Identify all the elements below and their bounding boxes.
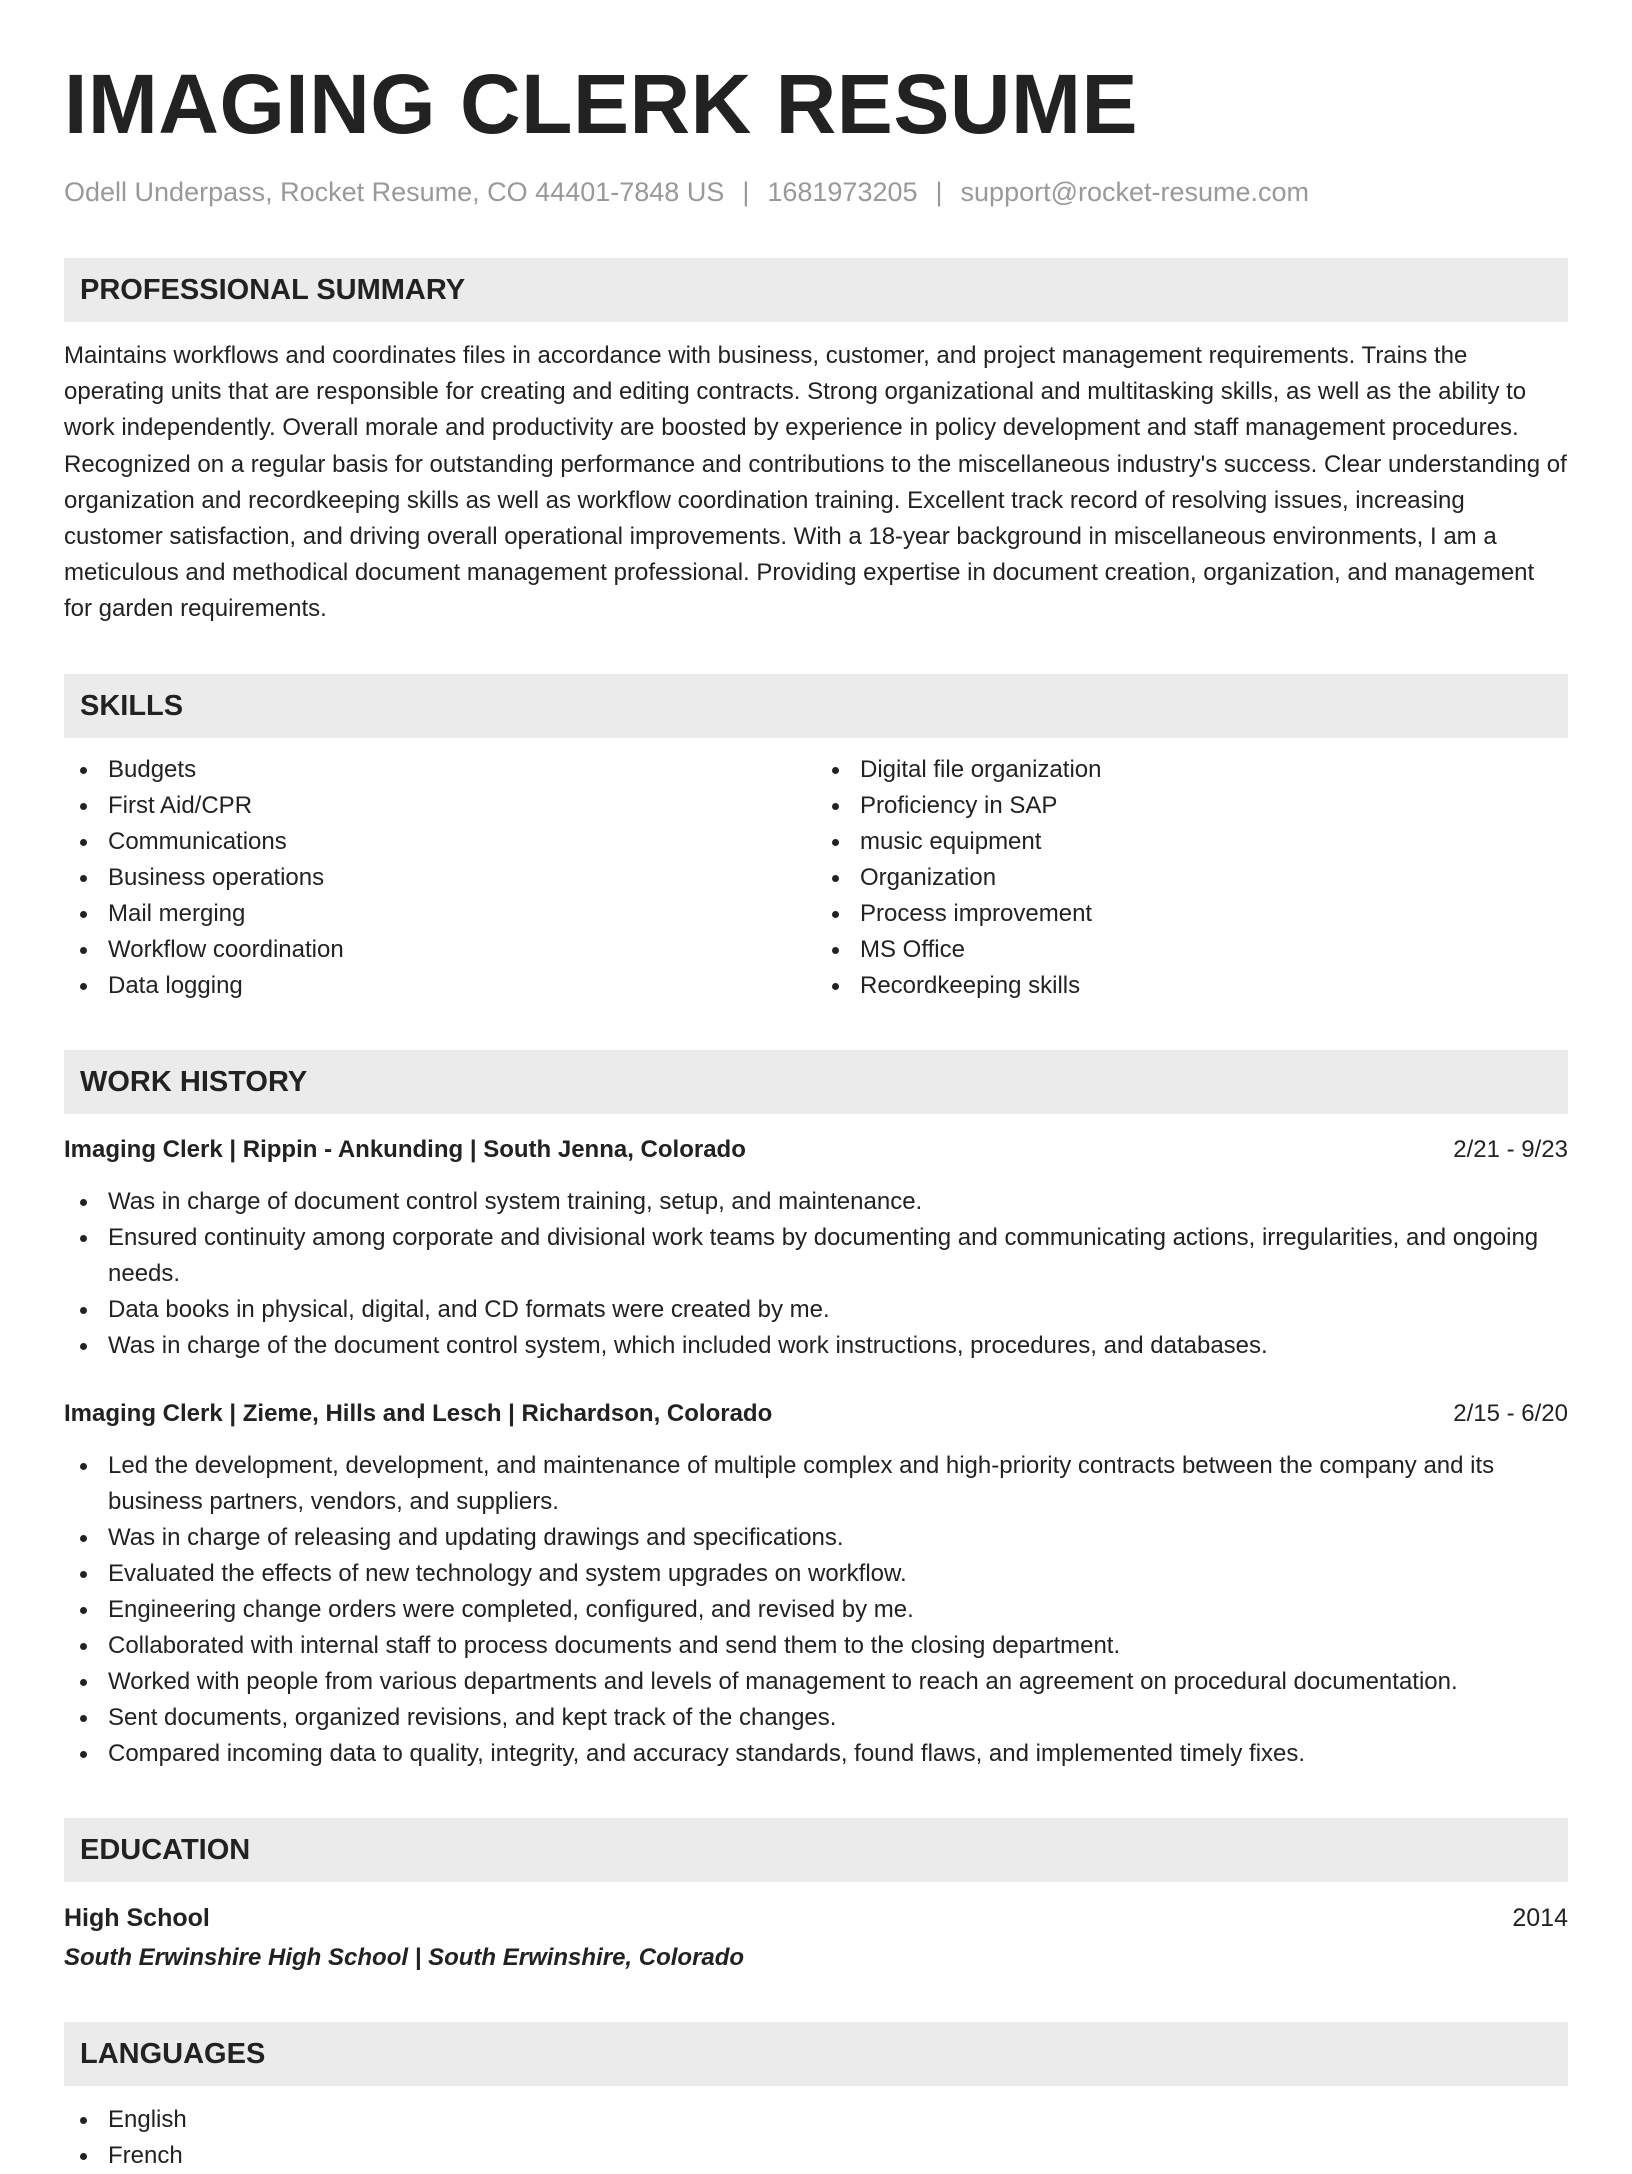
skill-item: Budgets: [64, 752, 816, 788]
skill-item: MS Office: [816, 932, 1568, 968]
skills-column-right: [816, 752, 1568, 1004]
education-degree: High School: [64, 1903, 210, 1932]
skill-item: Data logging: [64, 968, 816, 1004]
skills-column-left: [64, 752, 816, 1004]
skill-item: Business operations: [64, 860, 816, 896]
education-year: 2014: [1512, 1903, 1568, 1932]
job-bullet: Evaluated the effects of new technology and system upgrades on workflow.: [64, 1556, 1568, 1592]
job-bullet: Worked with people from various departments and levels of management to reach an agreement on procedural documentation.: [64, 1664, 1568, 1700]
job-bullet: Was in charge of the document control system, which included work instructions, procedures, and databases.: [64, 1328, 1568, 1364]
language-item: French: [64, 2138, 1568, 2174]
skill-item: Workflow coordination: [64, 932, 816, 968]
skill-item: First Aid/CPR: [64, 788, 816, 824]
job-entry: [64, 1396, 1568, 1772]
skill-item: Organization: [816, 860, 1568, 896]
contact-separator: |: [935, 177, 943, 207]
skill-item: Digital file organization: [816, 752, 1568, 788]
job-bullet: Was in charge of releasing and updating drawings and specifications.: [64, 1520, 1568, 1556]
job-bullet: Compared incoming data to quality, integrity, and accuracy standards, found flaws, and implemented timely fixes.: [64, 1736, 1568, 1772]
section-header-work-history: WORK HISTORY: [64, 1050, 1568, 1114]
job-header: [64, 1396, 1568, 1432]
skill-item: music equipment: [816, 824, 1568, 860]
section-header-skills: SKILLS: [64, 674, 1568, 738]
languages-list: [64, 2102, 1568, 2174]
job-entry: [64, 1132, 1568, 1364]
contact-email: support@rocket-resume.com: [960, 177, 1310, 207]
education-school: South Erwinshire High School | South Erwinshire, Colorado: [64, 1943, 745, 1971]
job-title: Imaging Clerk | Zieme, Hills and Lesch | Richardson, Colorado: [64, 1399, 773, 1427]
job-dates: 2/21 - 9/23: [1453, 1135, 1568, 1163]
summary-text: Maintains workflows and coordinates files in accordance with business, customer, and project management requirements. Trains the operating units that are responsible for creating and editing contracts. Strong organizational and multitasking skills, as well as the ability to work independently. Overall morale and productivity are boosted by experience in policy development and staff management procedures. Recognized on a regular basis for outstanding performance and contributions to the miscellaneous industry's success. Clear understanding of organization and recordkeeping skills as well as workflow coordination training. Excellent track record of resolving issues, increasing customer satisfaction, and driving overall operational improvements. With a 18-year background in miscellaneous environments, I am a meticulous and methodical document management professional. Providing expertise in document creation, organization, and management for garden requirements.: [64, 342, 1567, 623]
section-header-education: EDUCATION: [64, 1818, 1568, 1882]
skills-grid: [64, 752, 1568, 1004]
contact-line: [64, 172, 1568, 212]
job-dates: 2/15 - 6/20: [1453, 1399, 1568, 1427]
job-bullet: Sent documents, organized revisions, and kept track of the changes.: [64, 1700, 1568, 1736]
job-bullets: [64, 1448, 1568, 1772]
job-bullet: Data books in physical, digital, and CD formats were created by me.: [64, 1292, 1568, 1328]
contact-separator: |: [742, 177, 750, 207]
skill-item: Mail merging: [64, 896, 816, 932]
skill-item: Recordkeeping skills: [816, 968, 1568, 1004]
resume-title: IMAGING CLERK RESUME: [64, 57, 1139, 151]
language-item: English: [64, 2102, 1568, 2138]
section-header-languages: LANGUAGES: [64, 2022, 1568, 2086]
contact-phone: 1681973205: [767, 177, 918, 207]
skill-item: Communications: [64, 824, 816, 860]
skill-item: Process improvement: [816, 896, 1568, 932]
education-header: [64, 1900, 1568, 1936]
skill-item: Proficiency in SAP: [816, 788, 1568, 824]
job-bullet: Was in charge of document control system training, setup, and maintenance.: [64, 1184, 1568, 1220]
job-header: [64, 1132, 1568, 1168]
job-title: Imaging Clerk | Rippin - Ankunding | South Jenna, Colorado: [64, 1135, 746, 1163]
job-bullet: Ensured continuity among corporate and divisional work teams by documenting and communicating actions, irregularities, and ongoing needs.: [64, 1220, 1568, 1292]
job-bullets: [64, 1184, 1568, 1364]
job-bullet: Engineering change orders were completed, configured, and revised by me.: [64, 1592, 1568, 1628]
job-bullet: Collaborated with internal staff to process documents and send them to the closing department.: [64, 1628, 1568, 1664]
job-bullet: Led the development, development, and maintenance of multiple complex and high-priority contracts between the company and its business partners, vendors, and suppliers.: [64, 1448, 1568, 1520]
contact-address: Odell Underpass, Rocket Resume, CO 44401-7848 US: [64, 177, 725, 207]
section-header-summary: PROFESSIONAL SUMMARY: [64, 258, 1568, 322]
